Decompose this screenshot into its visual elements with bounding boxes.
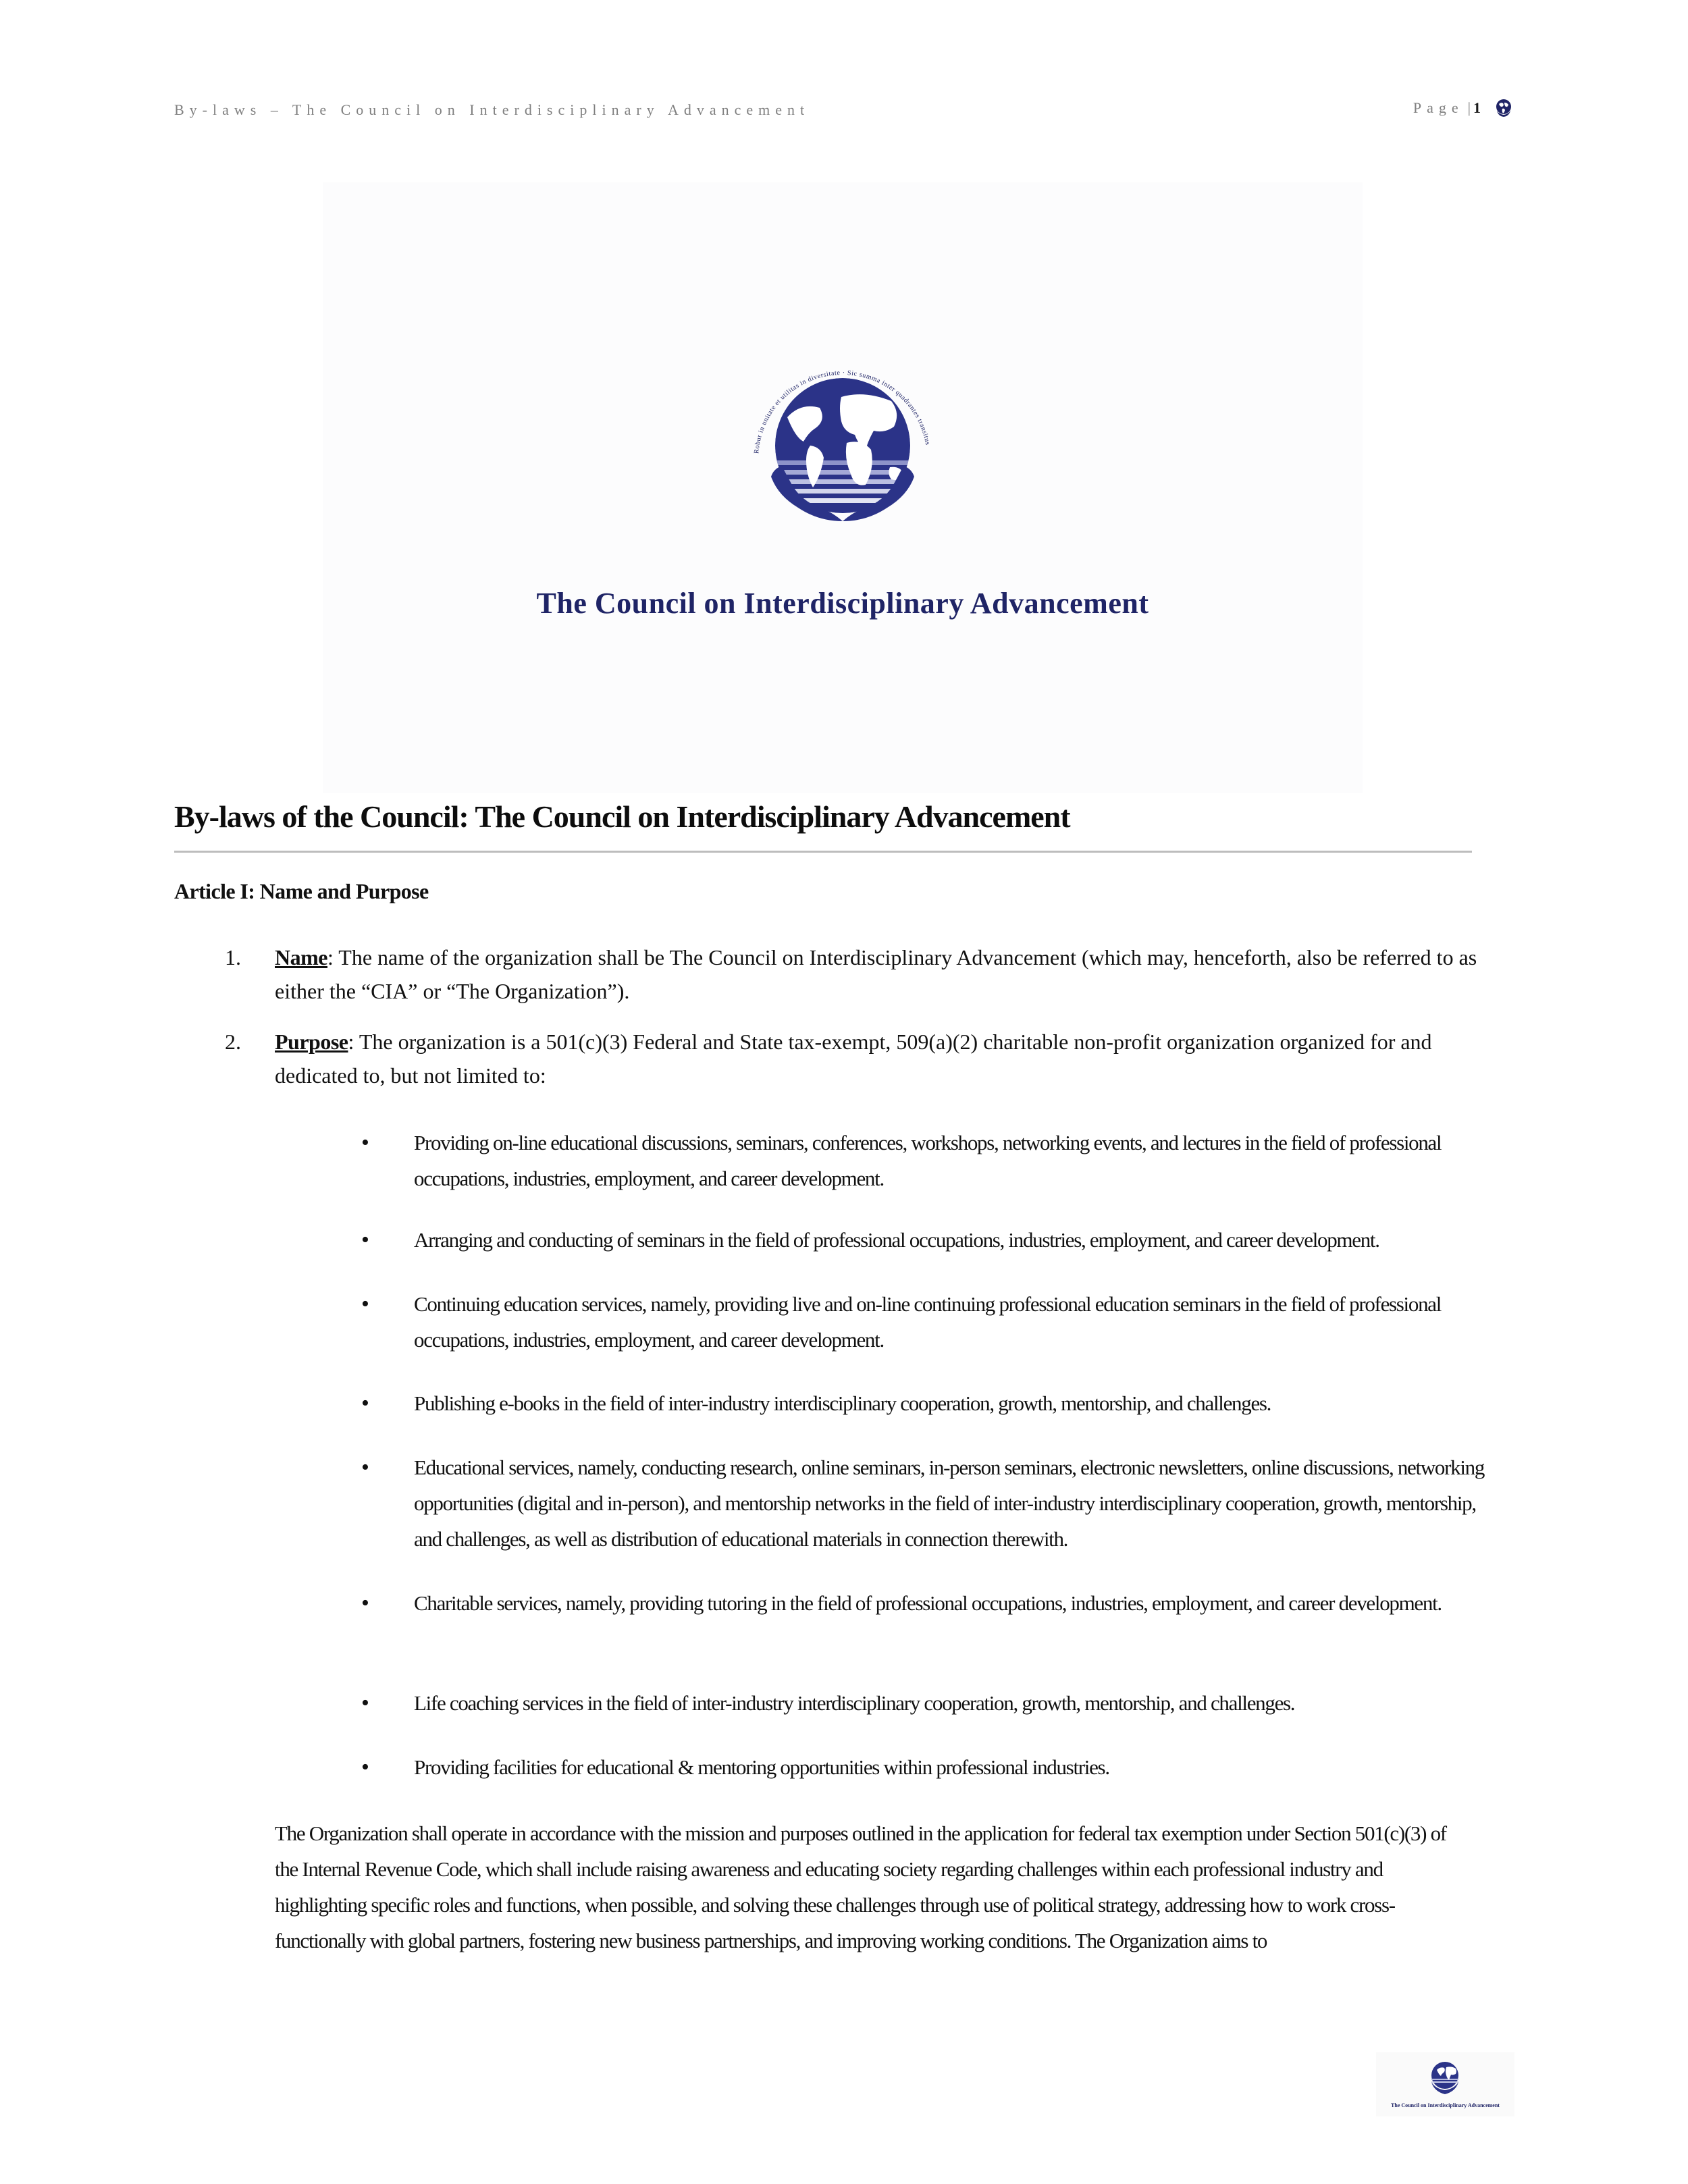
closing-paragraph: The Organization shall operate in accordance with the mission and purposes outlined in the application for federal tax exemption under Section 501(c)(3) of the Internal Revenue Code, which shall include raising awareness and educating society regarding challenges within each professional industry and highlighting specific roles and functions, when possible, and solving these challenges through use of political strategy, addressing how to work cross-functionally with global partners, fostering new business partnerships, and improving working conditions. The Organization aims to [275,1821,1446,1952]
item-text: : The name of the organization shall be The Council on Interdisciplinary Advancement (which may, henceforth, also be referred to as either the “CIA” or “The Organization”). [275,945,1477,1003]
page-separator: | [1467,99,1471,116]
item-term: Purpose [275,1030,348,1054]
bullet-glyph: • [361,1455,369,1480]
organization-seal-logo [728,344,957,574]
document-title: By-laws of the Council: The Council on Interdisciplinary Advancement [174,799,1070,834]
purpose-text: Charitable services, namely, providing tutoring in the field of professional occupations, industries, employment, and career development. [414,1591,1442,1615]
page-indicator [1413,97,1514,119]
seal-motto-text: Robur in unitate et utilitas in diversitate · Sic summa inter quadrantes transitus [753,369,932,454]
cover-organization-name: The Council on Interdisciplinary Advancement [536,587,1149,620]
purpose-text: Continuing education services, namely, providing live and on-line continuing professional education seminars in the field of professional occupations, industries, employment, and career development. [414,1292,1442,1352]
item-number: 2. [225,1030,241,1054]
bullet-glyph: • [361,1130,369,1155]
item-body [275,1025,1497,1092]
purpose-text: Providing facilities for educational & mentoring opportunities within professional industries. [414,1755,1109,1779]
bullet-glyph: • [361,1391,369,1416]
globe-icon [1423,2056,1467,2100]
page-number: 1 [1473,99,1481,116]
purpose-text: Publishing e-books in the field of inter-industry interdisciplinary cooperation, growth, mentorship, and challenges. [414,1391,1271,1415]
item-term: Name [275,945,327,969]
item-text: : The organization is a 501(c)(3) Federal and State tax-exempt, 509(a)(2) charitable non-profit organization organized for and dedicated to, but not limited to: [275,1030,1432,1088]
bullet-glyph: • [361,1591,369,1616]
purpose-text: Providing on-line educational discussions, seminars, conferences, workshops, networking events, and lectures in the field of professional occupations, industries, employment, and career development. [414,1131,1442,1190]
bullet-glyph: • [361,1755,369,1780]
bullet-glyph: • [361,1291,369,1316]
page-header [174,101,1514,128]
page-label: Page [1413,99,1464,116]
bullet-glyph: • [361,1227,369,1252]
running-header-title: By-laws – The Council on Interdisciplinary Advancement [174,101,810,118]
title-divider [174,851,1472,853]
article-heading: Article I: Name and Purpose [174,879,429,903]
item-body [275,940,1497,1008]
footer-logo [1376,2052,1514,2116]
purpose-text: Educational services, namely, conducting research, online seminars, in-person seminars, electronic newsletters, online discussions, networking opportunities (digital and in-person), and mentorship networks in the field of inter-industry interdisciplinary cooperation, growth, mentorship, and challenges, as well as distribution of educational materials in connection therewith. [414,1456,1485,1551]
purpose-text: Arranging and conducting of seminars in the field of professional occupations, industries, employment, and career development. [414,1228,1379,1252]
footer-logo-text: The Council on Interdisciplinary Advancement [1391,2102,1500,2108]
cover-logo-block [323,182,1363,793]
globe-icon [1493,97,1514,119]
purpose-text: Life coaching services in the field of inter-industry interdisciplinary cooperation, growth, mentorship, and challenges. [414,1691,1295,1715]
bullet-glyph: • [361,1690,369,1715]
item-number: 1. [225,945,241,969]
